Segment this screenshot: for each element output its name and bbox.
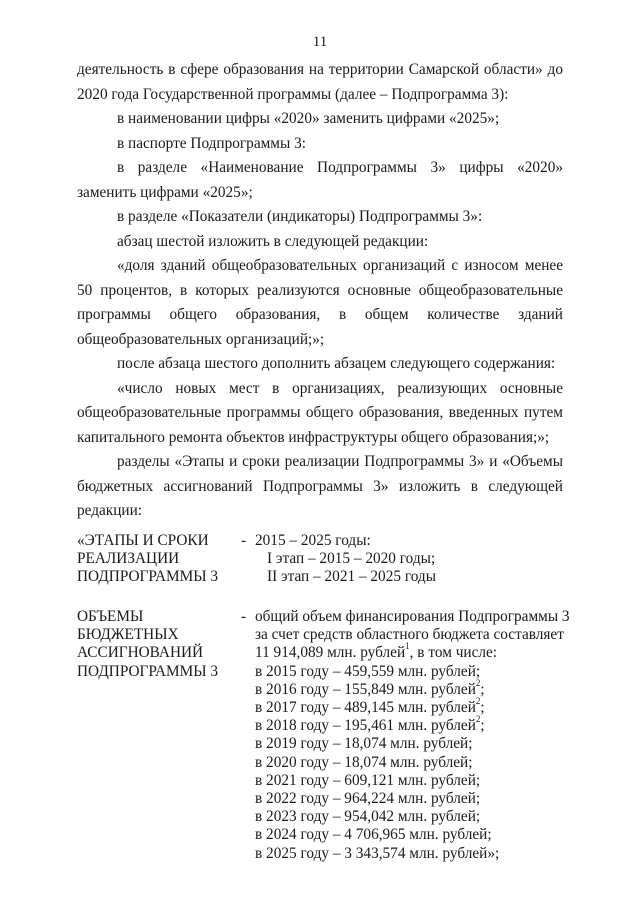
budget-line: 11 914,089 млн. рублей$^1$, в том числе: (255, 641, 498, 662)
budget-line: в 2025 году – 3 343,574 млн. рублей»; (255, 844, 500, 862)
paragraph-name-change: в наименовании цифры «2020» заменить цифрами «2025»; (117, 110, 500, 127)
paragraph-passport: в паспорте Подпрограммы 3: (117, 134, 306, 152)
document-body (77, 58, 563, 524)
budget-line: в 2017 году – 489,145 млн. рублей$^2$; (255, 695, 485, 717)
paragraph-continuation: деятельность в сфере образования на территории Самарской области» до 2020 года Государственной программы (далее – Подпрограмма 3): (77, 61, 563, 103)
row-dash: - (241, 608, 247, 625)
paragraph-quote-share: «доля зданий общеобразовательных организаций с износом менее 50 процентов, в которых реализуются основные общеобразовательные программы общего образования, в общем количестве зданий общеобразовательных организаций;»; (77, 257, 563, 348)
budget-line: в 2019 году – 18,074 млн. рублей; (255, 735, 473, 753)
budget-line: в 2022 году – 964,224 млн. рублей; (255, 790, 481, 808)
budget-line: в 2023 году – 954,042 млн. рублей; (255, 808, 481, 826)
budget-line: в 2020 году – 18,074 млн. рублей; (255, 753, 473, 771)
table-row (77, 532, 577, 587)
paragraph-after-sixth: после абзаца шестого дополнить абзацем следующего содержания: (117, 355, 556, 372)
paragraph-section-indicators: в разделе «Показатели (индикаторы) Подпрограммы 3»: (117, 208, 483, 225)
passport-table-budget (77, 608, 577, 863)
row-value: 2015 – 2025 годы: I этап – 2015 – 2020 годы; II этап – 2021 – 2025 годы (255, 532, 436, 586)
table-row (77, 608, 577, 863)
budget-line: в 2016 году – 155,849 млн. рублей$^2$; (255, 677, 485, 698)
row-dash: - (241, 532, 247, 549)
passport-table-stages (77, 532, 577, 587)
budget-line: общий объем финансирования Подпрограммы 3 (255, 608, 570, 625)
paragraph-section-name: в разделе «Наименование Подпрограммы 3» цифры «2020» заменить цифрами «2025»; (77, 159, 563, 201)
page-number: 11 (312, 34, 328, 50)
paragraph-sections-edit: разделы «Этапы и сроки реализации Подпрограммы 3» и «Объемы бюджетных ассигнований Подпрограммы 3» изложить в следующей редакции: (77, 453, 563, 519)
budget-line: за счет средств областного бюджета составляет (255, 626, 564, 644)
budget-line: в 2015 году – 459,559 млн. рублей; (255, 662, 481, 680)
paragraph-quote-new-places: «число новых мест в организациях, реализующих основные общеобразовательные программы общего образования, введенных путем капитального ремонта объектов инфраструктуры общего образования;»; (77, 379, 563, 446)
row-value (255, 608, 577, 863)
row-label: «ЭТАПЫ И СРОКИ РЕАЛИЗАЦИИ ПОДПРОГРАММЫ 3 (77, 532, 219, 586)
budget-line: в 2024 году – 4 706,965 млн. рублей; (255, 826, 492, 844)
budget-line: в 2021 году – 609,121 млн. рублей; (255, 771, 481, 789)
paragraph-sixth-abzac: абзац шестой изложить в следующей редакции: (117, 232, 429, 250)
budget-line: в 2018 году – 195,461 млн. рублей$^2$; (255, 714, 485, 735)
row-label: ОБЪЕМЫ БЮДЖЕТНЫХ АССИГНОВАНИЙ ПОДПРОГРАММЫ 3 (77, 608, 219, 680)
